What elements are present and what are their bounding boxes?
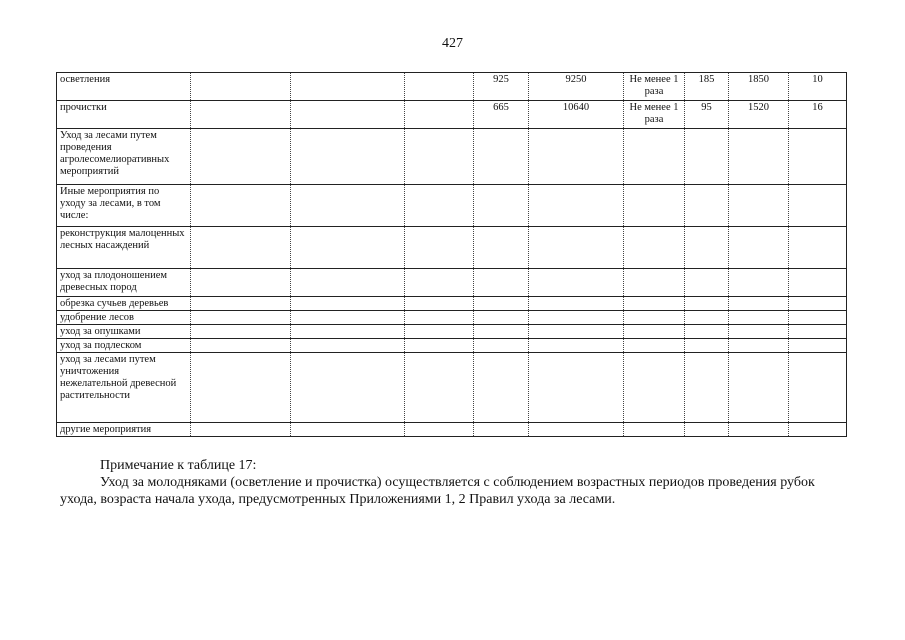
table-cell [191, 297, 291, 311]
table-note [60, 457, 846, 508]
table-cell [191, 227, 291, 269]
table-cell [405, 227, 474, 269]
table-cell [291, 269, 405, 297]
row-label: уход за плодоношением древесных пород [57, 269, 191, 297]
table-cell [624, 325, 685, 339]
table-cell [624, 339, 685, 353]
table-row [57, 325, 847, 339]
table-cell [191, 269, 291, 297]
table-cell: 10 [789, 73, 847, 101]
table-cell [789, 269, 847, 297]
table-cell [624, 423, 685, 437]
row-label: уход за подлеском [57, 339, 191, 353]
table-row [57, 269, 847, 297]
table-row [57, 129, 847, 185]
table-cell: 10640 [529, 101, 624, 129]
table-cell [291, 227, 405, 269]
forest-care-table [56, 72, 847, 437]
table-cell: 185 [685, 73, 729, 101]
table-cell [474, 269, 529, 297]
table-cell [191, 325, 291, 339]
table-cell [529, 185, 624, 227]
table-cell [789, 339, 847, 353]
table-row [57, 227, 847, 269]
table-cell [789, 297, 847, 311]
table-cell [291, 311, 405, 325]
table-row [57, 101, 847, 129]
table-cell [729, 185, 789, 227]
table-cell [474, 423, 529, 437]
table-cell [529, 423, 624, 437]
table-cell [729, 339, 789, 353]
table-cell [405, 129, 474, 185]
table-cell [191, 185, 291, 227]
table-cell [291, 297, 405, 311]
table-cell [624, 353, 685, 423]
table-cell [624, 269, 685, 297]
table-cell [624, 227, 685, 269]
table-cell [291, 353, 405, 423]
row-label: Уход за лесами путем проведения агролесомелиоративных мероприятий [57, 129, 191, 185]
table-cell [685, 339, 729, 353]
table-cell [191, 311, 291, 325]
table-cell [405, 269, 474, 297]
table-row [57, 339, 847, 353]
table-cell [291, 185, 405, 227]
table-cell [624, 311, 685, 325]
row-label: Иные мероприятия по уходу за лесами, в том числе: [57, 185, 191, 227]
table-cell [291, 325, 405, 339]
table-cell [191, 129, 291, 185]
table-cell [405, 101, 474, 129]
table-cell [685, 129, 729, 185]
table-row [57, 353, 847, 423]
table-cell [729, 269, 789, 297]
table-cell [474, 185, 529, 227]
table-cell [685, 269, 729, 297]
table-cell: Не менее 1 раза [624, 73, 685, 101]
table-cell [685, 353, 729, 423]
table-cell [685, 227, 729, 269]
table-cell [624, 185, 685, 227]
table-cell: 1850 [729, 73, 789, 101]
table-cell [405, 185, 474, 227]
row-label: уход за лесами путем уничтожения нежелательной древесной растительности [57, 353, 191, 423]
row-label: реконструкция малоценных лесных насаждений [57, 227, 191, 269]
table-cell [291, 339, 405, 353]
table-cell [191, 339, 291, 353]
row-label: обрезка сучьев деревьев [57, 297, 191, 311]
row-label: прочистки [57, 101, 191, 129]
table-cell [729, 325, 789, 339]
table-cell [474, 353, 529, 423]
table-body [57, 73, 847, 437]
table-cell [191, 101, 291, 129]
table-cell [789, 129, 847, 185]
table-cell [729, 129, 789, 185]
table-cell [685, 311, 729, 325]
table-cell [191, 73, 291, 101]
table-cell [529, 311, 624, 325]
table-cell [685, 185, 729, 227]
table-cell [789, 353, 847, 423]
table-cell [789, 185, 847, 227]
table-cell [474, 227, 529, 269]
table-cell [529, 353, 624, 423]
row-label: осветления [57, 73, 191, 101]
table-cell [729, 423, 789, 437]
table-cell [624, 129, 685, 185]
table-cell [474, 297, 529, 311]
table-row [57, 73, 847, 101]
table-cell [529, 325, 624, 339]
table-cell [685, 297, 729, 311]
row-label: уход за опушками [57, 325, 191, 339]
table-cell [405, 423, 474, 437]
table-cell [474, 311, 529, 325]
table-cell: 16 [789, 101, 847, 129]
table-cell [529, 339, 624, 353]
table-cell [405, 297, 474, 311]
table-row [57, 311, 847, 325]
table-cell [789, 423, 847, 437]
table-cell [729, 311, 789, 325]
table-cell [789, 227, 847, 269]
note-heading: Примечание к таблице 17: [100, 458, 257, 473]
table-cell [191, 353, 291, 423]
table-cell [405, 73, 474, 101]
table-cell [789, 325, 847, 339]
table-cell [529, 297, 624, 311]
table-cell [685, 423, 729, 437]
table-cell [405, 325, 474, 339]
table-cell [529, 227, 624, 269]
note-text: Уход за молодняками (осветление и прочистка) осуществляется с соблюдением возрастных периодов проведения рубок ухода, возраста начала ухода, предусмотренных Приложениями 1, 2 Правил ухода за лесами. [60, 475, 815, 507]
table-cell: 925 [474, 73, 529, 101]
table-cell [529, 269, 624, 297]
table-cell [474, 325, 529, 339]
table-cell [405, 311, 474, 325]
page-number: 427 [442, 36, 463, 51]
row-label: удобрение лесов [57, 311, 191, 325]
table-cell [529, 129, 624, 185]
table-cell [685, 325, 729, 339]
table-cell [291, 423, 405, 437]
table-cell [291, 129, 405, 185]
table-row [57, 297, 847, 311]
table-cell [474, 339, 529, 353]
table-cell [405, 353, 474, 423]
table-cell: 95 [685, 101, 729, 129]
table-cell [729, 353, 789, 423]
table-cell: 665 [474, 101, 529, 129]
table-cell: 1520 [729, 101, 789, 129]
table-cell [291, 73, 405, 101]
table-cell [729, 227, 789, 269]
table-cell [729, 297, 789, 311]
table-cell [405, 339, 474, 353]
table-row [57, 185, 847, 227]
table-cell [291, 101, 405, 129]
table-cell: Не менее 1 раза [624, 101, 685, 129]
table-cell [191, 423, 291, 437]
table-cell [624, 297, 685, 311]
table-cell [474, 129, 529, 185]
row-label: другие мероприятия [57, 423, 191, 437]
table-row [57, 423, 847, 437]
table-cell [789, 311, 847, 325]
table-cell: 9250 [529, 73, 624, 101]
